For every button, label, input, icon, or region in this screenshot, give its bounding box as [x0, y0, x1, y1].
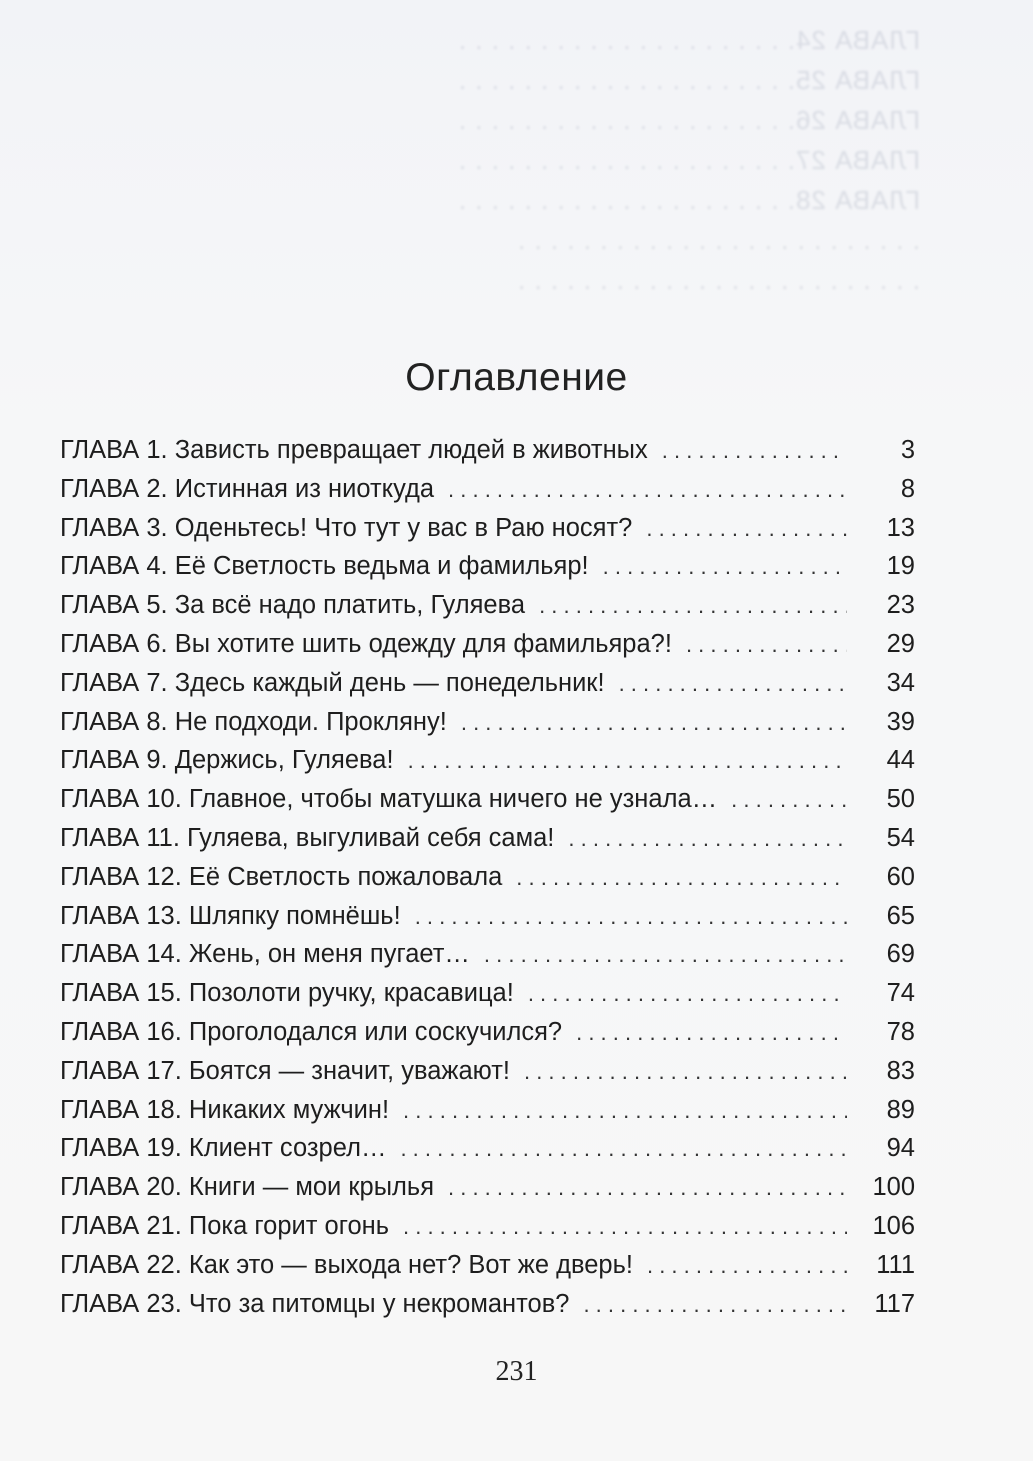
chapter-label: ГЛАВА 21.	[60, 1211, 182, 1240]
label-space	[182, 1212, 189, 1241]
dot-leader	[603, 554, 847, 580]
label-space	[182, 1173, 189, 1202]
toc-entry	[60, 746, 915, 785]
toc-title: Оглавление	[405, 356, 628, 400]
show-through-from-reverse-page: ГЛАВА 24. . . . . . . . . . . . . . . . . . . . . ГЛАВА 25. . . . . . . . . . . . . . . . . . . . . ГЛАВА 26. . . . . . . . . . . . . . . . . . . . . ГЛАВА 27. . . . . . . . . . . . . . . . . . . . . ГЛАВА 28. . . . . . . . . . . . . . . . . . . . . . . . . . . . . . . . . . . . . . . . . . . . . . . . . . . . . . . . . . . . . . . . . . . . . . .	[457, 25, 920, 295]
chapter-label: ГЛАВА 5.	[60, 591, 168, 620]
chapter-page-number: 89	[886, 1095, 915, 1124]
chapter-page-number: 8	[900, 474, 915, 503]
chapter-title: Боятся — значит, уважают!	[188, 1056, 510, 1085]
label-space	[182, 1251, 189, 1280]
toc-entry	[60, 514, 915, 553]
dot-leader	[403, 1098, 847, 1124]
chapter-title: Оденьтесь! Что тут у вас в Раю носят?	[174, 513, 633, 542]
chapter-label: ГЛАВА 9.	[60, 746, 168, 775]
toc-entry	[60, 669, 915, 708]
chapter-page-number: 23	[886, 591, 915, 620]
toc-entry	[60, 940, 915, 979]
chapter-title: Гуляева, выгуливай себя сама!	[187, 823, 555, 852]
chapter-title: За всё надо платить, Гуляева	[174, 591, 526, 620]
toc-entry	[60, 552, 915, 591]
chapter-page-number: 3	[900, 436, 915, 464]
label-space	[168, 630, 175, 659]
label-space	[168, 669, 175, 698]
label-space	[182, 940, 189, 969]
dot-leader	[539, 593, 847, 619]
toc-entry	[60, 863, 915, 902]
chapter-label: ГЛАВА 8.	[60, 707, 168, 736]
chapter-label: ГЛАВА 13.	[60, 901, 182, 930]
chapter-page-number: 19	[886, 552, 915, 581]
dot-leader	[568, 826, 847, 852]
chapter-page-number: 117	[874, 1289, 915, 1318]
toc-entry	[60, 436, 915, 475]
chapter-title: Истинная из ниоткуда	[174, 474, 435, 503]
chapter-page-number: 94	[886, 1134, 915, 1163]
chapter-label: ГЛАВА 18.	[60, 1095, 182, 1124]
chapter-page-number: 65	[886, 901, 915, 930]
label-space	[182, 1057, 189, 1086]
chapter-title: Проголодался или соскучился?	[188, 1017, 563, 1046]
toc-entry	[60, 1096, 915, 1135]
chapter-title: Не подходи. Прокляну!	[174, 707, 447, 736]
chapter-title: Клиент созрел…	[188, 1134, 387, 1163]
chapter-label: ГЛАВА 14.	[60, 940, 182, 969]
chapter-page-number: 29	[886, 629, 915, 658]
chapter-title: Шляпку помнёшь!	[188, 901, 401, 930]
dot-leader	[400, 1136, 847, 1162]
chapter-page-number: 13	[886, 513, 915, 542]
chapter-label: ГЛАВА 11.	[60, 823, 180, 852]
chapter-label: ГЛАВА 10.	[60, 785, 182, 814]
chapter-label: ГЛАВА 16.	[60, 1017, 182, 1046]
dot-leader	[415, 904, 847, 930]
chapter-page-number: 50	[886, 785, 915, 814]
toc-entry	[60, 475, 915, 514]
chapter-page-number: 111	[876, 1250, 915, 1279]
label-space	[168, 514, 175, 543]
chapter-title: Зависть превращает людей в животных	[174, 436, 648, 464]
label-space	[182, 1134, 189, 1163]
chapter-title: Её Светлость пожаловала	[188, 862, 503, 891]
dot-leader	[647, 1253, 847, 1279]
label-space	[168, 436, 175, 465]
chapter-label: ГЛАВА 12.	[60, 862, 182, 891]
chapter-title: Позолоти ручку, красавица!	[188, 979, 514, 1008]
chapter-label: ГЛАВА 4.	[60, 552, 168, 581]
chapter-page-number: 34	[886, 668, 915, 697]
toc-entry	[60, 1212, 915, 1251]
chapter-page-number: 60	[886, 862, 915, 891]
dot-leader	[662, 438, 847, 464]
toc-entry	[60, 1173, 915, 1212]
chapter-title: Главное, чтобы матушка ничего не узнала…	[188, 785, 718, 814]
chapter-label: ГЛАВА 22.	[60, 1250, 182, 1279]
dot-leader	[516, 865, 847, 891]
chapter-page-number: 83	[886, 1056, 915, 1085]
chapter-title: Никаких мужчин!	[188, 1095, 390, 1124]
table-of-contents	[60, 436, 915, 1328]
chapter-label: ГЛАВА 1.	[60, 436, 168, 464]
toc-entry	[60, 1018, 915, 1057]
chapter-label: ГЛАВА 6.	[60, 629, 168, 658]
dot-leader	[619, 671, 847, 697]
toc-entry	[60, 785, 915, 824]
label-space	[182, 1018, 189, 1047]
toc-entry	[60, 1251, 915, 1290]
chapter-title: Пока горит огонь	[188, 1211, 389, 1240]
chapter-page-number: 69	[886, 940, 915, 969]
page-number: 231	[495, 1356, 538, 1387]
label-space	[168, 552, 175, 581]
dot-leader	[686, 632, 847, 658]
chapter-title: Жень, он меня пугает…	[188, 940, 470, 969]
label-space	[182, 1096, 189, 1125]
chapter-label: ГЛАВА 20.	[60, 1173, 182, 1202]
chapter-label: ГЛАВА 15.	[60, 979, 182, 1008]
label-space	[168, 475, 175, 504]
dot-leader	[528, 981, 847, 1007]
label-space	[180, 824, 187, 853]
chapter-title: Держись, Гуляева!	[174, 746, 394, 775]
chapter-label: ГЛАВА 3.	[60, 513, 168, 542]
chapter-page-number: 54	[886, 823, 915, 852]
dot-leader	[448, 1175, 847, 1201]
dot-leader	[408, 748, 847, 774]
toc-entry	[60, 708, 915, 747]
chapter-title: Что за питомцы у некромантов?	[188, 1289, 570, 1318]
toc-entry	[60, 979, 915, 1018]
chapter-title: Её Светлость ведьма и фамильяр!	[174, 552, 589, 581]
toc-entry	[60, 902, 915, 941]
chapter-page-number: 78	[886, 1017, 915, 1046]
chapter-page-number: 39	[886, 707, 915, 736]
chapter-title: Книги — мои крылья	[188, 1173, 434, 1202]
chapter-label: ГЛАВА 19.	[60, 1134, 182, 1163]
dot-leader	[524, 1059, 847, 1085]
label-space	[182, 785, 189, 814]
chapter-label: ГЛАВА 2.	[60, 474, 168, 503]
toc-entry	[60, 824, 915, 863]
toc-entry	[60, 591, 915, 630]
dot-leader	[461, 710, 847, 736]
toc-entry	[60, 630, 915, 669]
dot-leader	[583, 1292, 847, 1318]
chapter-page-number: 106	[872, 1211, 915, 1240]
chapter-title: Как это — выхода нет? Вот же дверь!	[188, 1250, 633, 1279]
chapter-label: ГЛАВА 17.	[60, 1056, 182, 1085]
chapter-page-number: 100	[872, 1173, 915, 1202]
toc-entry	[60, 1134, 915, 1173]
chapter-page-number: 74	[886, 979, 915, 1008]
chapter-label: ГЛАВА 7.	[60, 668, 168, 697]
label-space	[168, 746, 175, 775]
label-space	[182, 1290, 189, 1319]
label-space	[182, 979, 189, 1008]
chapter-label: ГЛАВА 23.	[60, 1289, 182, 1318]
dot-leader	[484, 942, 847, 968]
chapter-title: Вы хотите шить одежду для фамильяра?!	[174, 629, 672, 658]
label-space	[168, 591, 175, 620]
chapter-page-number: 44	[886, 746, 915, 775]
chapter-title: Здесь каждый день — понедельник!	[174, 668, 605, 697]
label-space	[182, 902, 189, 931]
toc-entry	[60, 1290, 915, 1329]
label-space	[182, 863, 189, 892]
dot-leader	[403, 1214, 847, 1240]
dot-leader	[646, 516, 847, 542]
dot-leader	[576, 1020, 847, 1046]
dot-leader	[448, 477, 847, 503]
dot-leader	[731, 787, 847, 813]
label-space	[168, 708, 175, 737]
toc-entry	[60, 1057, 915, 1096]
